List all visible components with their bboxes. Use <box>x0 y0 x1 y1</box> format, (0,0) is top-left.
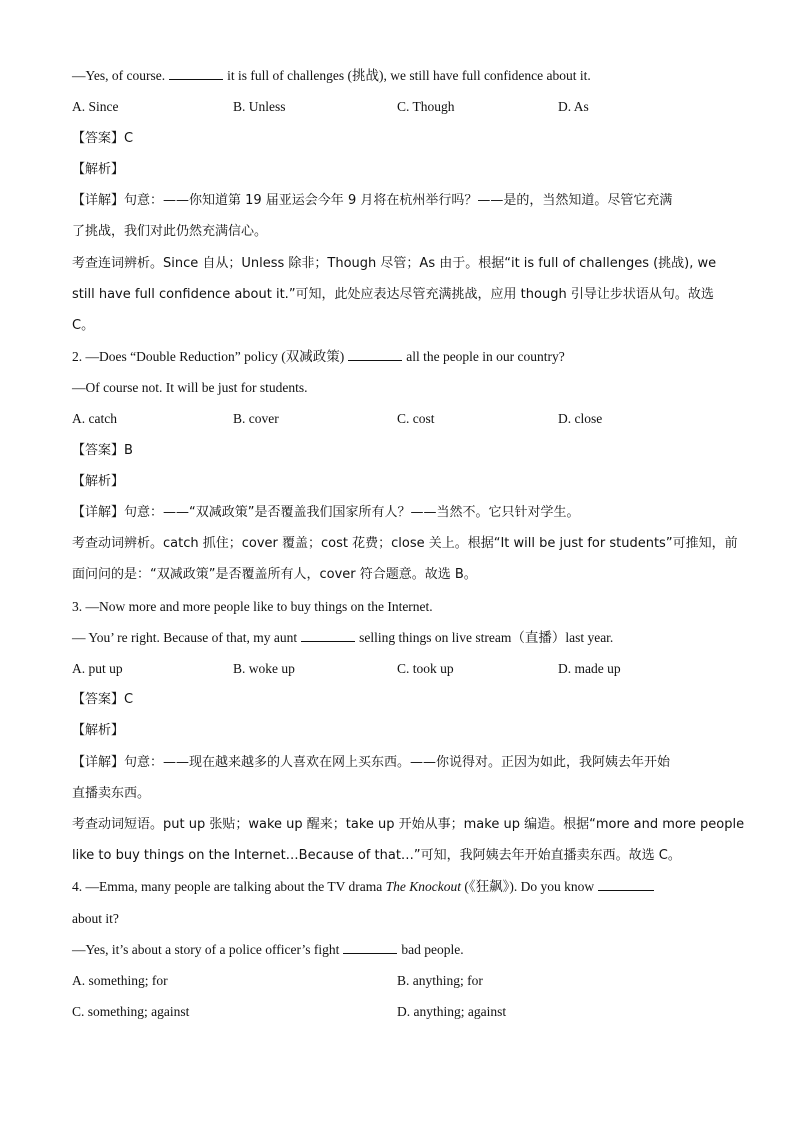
q1-blank <box>169 67 223 80</box>
q1-analysis-heading: 【解析】 <box>72 162 125 177</box>
q2-option-c[interactable]: C. cost <box>397 411 435 426</box>
q4-blank-2 <box>343 941 397 954</box>
q4-option-c[interactable]: C. something; against <box>72 1004 190 1019</box>
q1-answer-line-pre: —Yes, of course. <box>72 68 166 83</box>
q4-question-mid: (《狂飙》). Do you know <box>464 879 595 894</box>
q2-option-a[interactable]: A. catch <box>72 411 117 426</box>
q3-question: 3. —Now more and more people like to buy things on the Internet. <box>72 599 433 614</box>
q4-option-d[interactable]: D. anything; against <box>397 1004 507 1019</box>
q3-analysis-heading: 【解析】 <box>72 723 125 738</box>
q2-analysis-heading: 【解析】 <box>72 474 125 489</box>
q4-blank-1 <box>598 878 654 891</box>
q2-detail-1: 【详解】句意：——“双减政策”是否覆盖我们国家所有人？——当然不。它只针对学生。 <box>72 505 580 520</box>
q3-detail-4: like to buy things on the Internet…Because of that…”可知，我阿姨去年开始直播卖东西。故选 C。 <box>72 848 681 863</box>
q2-answer: 【答案】B <box>72 443 133 458</box>
q1-option-a[interactable]: A. Since <box>72 99 119 114</box>
q1-detail-3: 考查连词辨析。Since 自从；Unless 除非；Though 尽管；As 由于。根据“it is full of challenges (挑战), we <box>72 256 717 271</box>
q1-detail-1: 【详解】句意：——你知道第 19 届亚运会今年 9 月将在杭州举行吗？——是的，当然知道。尽管它充满 <box>72 193 673 208</box>
q4-drama-title: The Knockout <box>385 879 462 894</box>
q3-detail-2: 直播卖东西。 <box>72 786 151 801</box>
q4-reply-post: bad people. <box>401 942 464 957</box>
q1-answer-line <box>72 67 591 85</box>
q4-reply-pre: —Yes, it’s about a story of a police officer’s fight <box>72 942 340 957</box>
q1-answer: 【答案】C <box>72 131 134 146</box>
q3-option-d[interactable]: D. made up <box>558 661 621 676</box>
q2-detail-2: 考查动词辨析。catch 抓住；cover 覆盖；cost 花费；close 关上。根据“It will be just for students”可推知，前 <box>72 536 738 551</box>
q1-option-d[interactable]: D. As <box>558 99 589 114</box>
q3-detail-3: 考查动词短语。put up 张贴；wake up 醒来；take up 开始从事；make up 编造。根据“more and more people <box>72 817 745 832</box>
q3-reply-post: selling things on live stream（直播）last year. <box>359 630 614 645</box>
q4-question-end: about it? <box>72 911 119 926</box>
q1-option-b[interactable]: B. Unless <box>233 99 286 114</box>
q4-reply <box>72 941 464 959</box>
q3-option-b[interactable]: B. woke up <box>233 661 295 676</box>
q2-reply: —Of course not. It will be just for students. <box>72 380 308 395</box>
q3-detail-1: 【详解】句意：——现在越来越多的人喜欢在网上买东西。——你说得对。正因为如此，我阿姨去年开始 <box>72 755 671 770</box>
q2-question <box>72 348 565 366</box>
q3-blank <box>301 629 355 642</box>
q4-option-b[interactable]: B. anything; for <box>397 973 483 988</box>
q1-detail-2: 了挑战，我们对此仍然充满信心。 <box>72 224 268 239</box>
q4-option-a[interactable]: A. something; for <box>72 973 168 988</box>
q1-detail-4: still have full confidence about it.”可知，此处应表达尽管充满挑战，应用 though 引导让步状语从句。故选 <box>72 287 714 302</box>
q1-option-c[interactable]: C. Though <box>397 99 455 114</box>
q3-option-c[interactable]: C. took up <box>397 661 454 676</box>
q1-answer-line-post: it is full of challenges (挑战), we still have full confidence about it. <box>227 68 591 83</box>
q3-reply-pre: — You’ re right. Because of that, my aunt <box>72 630 298 645</box>
q4-question-pre: 4. —Emma, many people are talking about the TV drama <box>72 879 383 894</box>
q1-detail-5: C。 <box>72 318 95 333</box>
q3-answer: 【答案】C <box>72 692 134 707</box>
q2-question-pre: 2. —Does “Double Reduction” policy (双减政策) <box>72 349 345 364</box>
q4-question <box>72 878 658 896</box>
q2-blank <box>348 348 402 361</box>
q3-option-a[interactable]: A. put up <box>72 661 123 676</box>
q2-option-d[interactable]: D. close <box>558 411 603 426</box>
q2-question-post: all the people in our country? <box>406 349 565 364</box>
q2-option-b[interactable]: B. cover <box>233 411 279 426</box>
q3-reply <box>72 629 613 647</box>
q2-detail-3: 面问问的是：“双减政策”是否覆盖所有人，cover 符合题意。故选 B。 <box>72 567 477 582</box>
